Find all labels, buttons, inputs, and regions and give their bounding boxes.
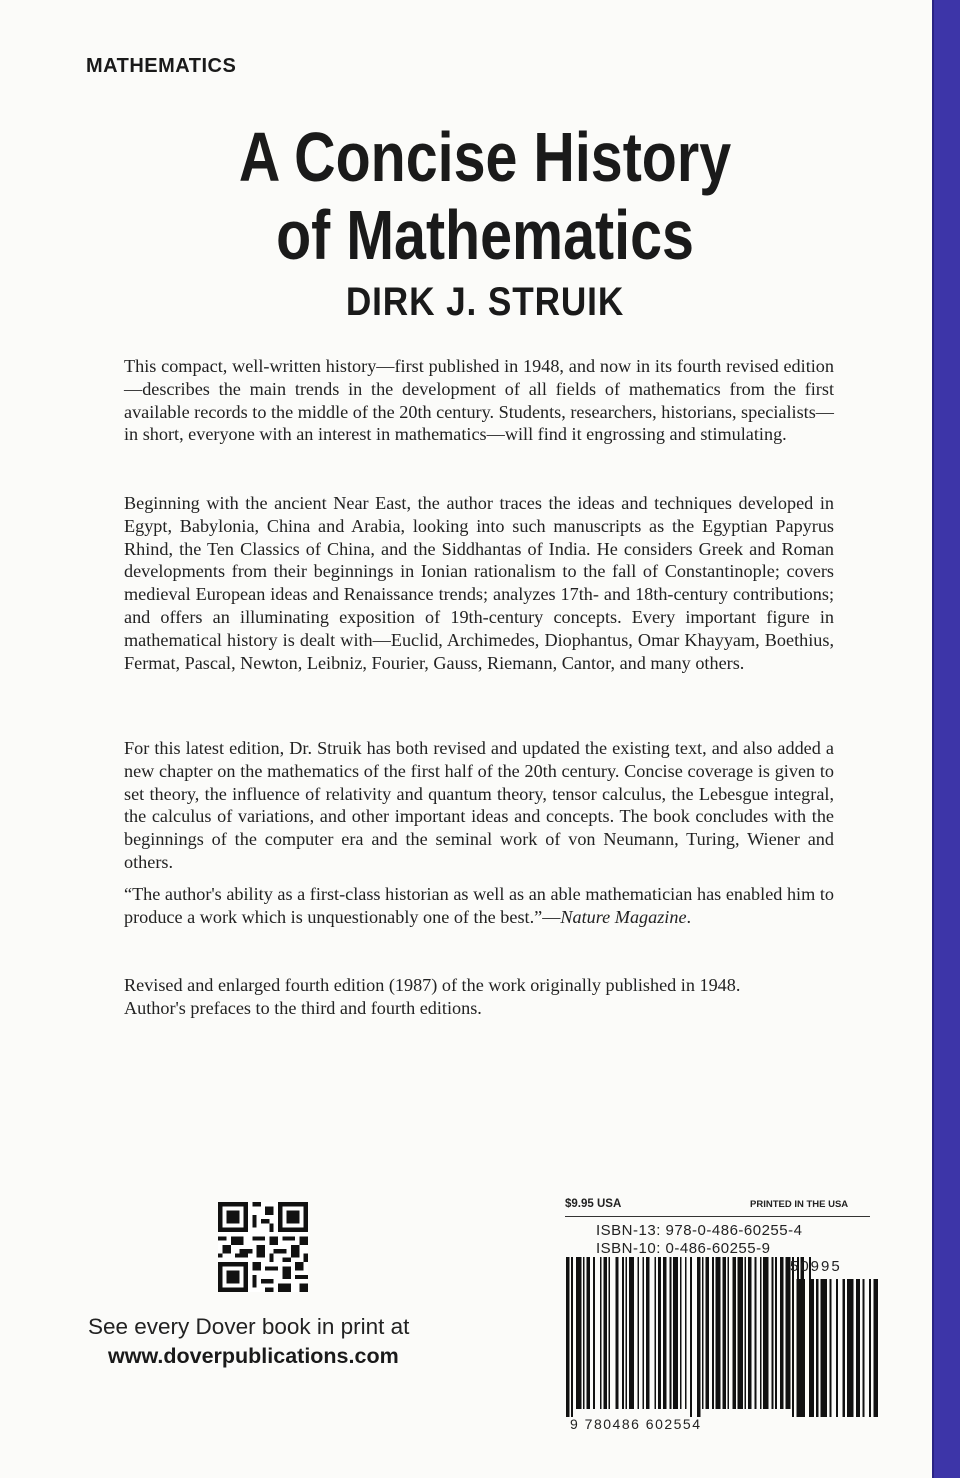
barcode-bar	[586, 1257, 589, 1409]
barcode-bar	[733, 1257, 736, 1409]
edition-note-line-1: Revised and enlarged fourth edition (1987) of the work originally published in 1948.	[124, 975, 741, 995]
barcode-bar	[571, 1257, 573, 1417]
barcode-addon-bar	[803, 1279, 805, 1417]
barcode-bar	[685, 1257, 687, 1409]
description-paragraph-1: This compact, well-written history—first published in 1948, and now in its fourth revised edition—describes the main trends in the development of all fields of mathematics from the first available records to the middle of the 20th century. Students, researchers, historians, specialists—in short, everyone with an interest in mathematics—will find it engrossing and stimulating.	[124, 356, 834, 445]
barcode-bar	[603, 1257, 606, 1409]
barcode-bar	[576, 1257, 581, 1409]
barcode-bar	[646, 1257, 649, 1409]
barcode-addon-bar	[856, 1279, 860, 1417]
book-title-line-1: A Concise History	[238, 118, 732, 196]
category-label: MATHEMATICS	[86, 55, 237, 77]
barcode-bar	[654, 1257, 656, 1409]
barcode-bar	[673, 1257, 678, 1409]
barcode-bar	[697, 1257, 700, 1417]
book-title-line-2: of Mathematics	[276, 196, 694, 274]
price-label: $9.95 USA	[565, 1198, 622, 1210]
qr-code-icon	[218, 1202, 308, 1292]
barcode-bar	[615, 1257, 618, 1409]
barcode-addon-bar	[792, 1279, 794, 1417]
edition-note	[124, 974, 834, 1020]
barcode-addon-bar	[829, 1279, 831, 1417]
review-quote-source: Nature Magazine	[560, 906, 687, 927]
barcode-bar	[745, 1257, 747, 1409]
barcode-bar	[728, 1257, 730, 1409]
barcode-bar	[600, 1257, 602, 1409]
barcode-bar	[643, 1257, 645, 1409]
barcode-bar	[702, 1257, 704, 1409]
barcode-bar	[629, 1257, 634, 1409]
barcode-bar	[690, 1257, 692, 1417]
barcode-bar	[705, 1257, 708, 1409]
barcode-bar	[775, 1257, 777, 1409]
barcode-addon-bar	[796, 1279, 800, 1417]
description-paragraph-2: Beginning with the ancient Near East, the author traces the ideas and techniques developed in Egypt, Babylonia, China and Arabia, looking into such manuscripts as the Egyptian Papyrus Rhind, the Ten Classics of China, and the Siddhantas of India. He considers Greek and Roman developments from their beginnings in Ionian rationalism to the fall of Constantinople; covers medieval European ideas and Renaissance trends; analyzes 17th- and 18th-century contributions; and offers an illuminating exposition of 19th-century concepts. Every important figure in mathematical history is dealt with—Euclid, Archimedes, Diophantus, Omar Khayyam, Boethius, Fermat, Pascal, Newton, Leibniz, Fourier, Gauss, Riemann, Cantor, and many others.	[124, 493, 834, 673]
barcode-bar	[738, 1257, 743, 1409]
isbn-10: ISBN-10: 0-486-60255-9	[596, 1240, 771, 1257]
barcode-bar	[712, 1257, 714, 1409]
author-name: DIRK J. STRUIK	[345, 280, 625, 324]
barcode-icon	[560, 1257, 880, 1437]
barcode-bar	[722, 1257, 725, 1409]
barcode-bar	[780, 1257, 783, 1409]
barcode-addon-bar	[810, 1279, 814, 1417]
barcode-bar	[593, 1257, 595, 1409]
review-quote-text: “The author's ability as a first-class historian as well as an able mathematician has enabled him to produce a work which is unquestionably one of the best.”—	[124, 884, 834, 927]
barcode-addon-bar	[869, 1279, 871, 1417]
barcode-bar	[772, 1257, 774, 1409]
barcode-bar	[763, 1257, 768, 1409]
barcode-addon-bar	[816, 1279, 818, 1417]
barcode-bar	[626, 1257, 628, 1409]
barcode-bar	[583, 1257, 585, 1409]
barcode-bar	[785, 1257, 790, 1409]
barcode-bar	[663, 1257, 666, 1409]
barcode-bar	[670, 1257, 672, 1409]
barcode-addon-bar	[821, 1279, 828, 1417]
barcode-bar	[748, 1257, 751, 1409]
barcode-bar	[755, 1257, 757, 1409]
barcode-bar	[637, 1257, 639, 1409]
spine-stripe	[932, 0, 960, 1478]
barcode-digits: 9 780486 602554	[570, 1416, 702, 1432]
barcode-addon-bar	[862, 1279, 864, 1417]
dover-website: www.doverpublications.com	[108, 1344, 399, 1368]
description-paragraph-3: For this latest edition, Dr. Struik has both revised and updated the existing text, and also added a new chapter on the mathematics of the first half of the 20th century. Concise coverage is given to set theory, the influence of relativity and quantum theory, tensor calculus, the Lebesgue integral, the calculus of variations, and other important ideas and concepts. The book concludes with the beginnings of the computer era and the seminal work of von Neumann, Turing, Wiener and others.	[124, 738, 834, 872]
barcode-addon-bar	[843, 1279, 845, 1417]
barcode-bar	[658, 1257, 661, 1409]
barcode-addon-bar	[873, 1279, 877, 1417]
barcode-bar	[566, 1257, 569, 1417]
barcode-addon-bar	[847, 1279, 854, 1417]
barcode-addon-bar	[836, 1279, 838, 1417]
review-quote: “The author's ability as a first-class historian as well as an able mathematician has enabled him to produce a work which is unquestionably one of the best.”—Nature Magazine.	[124, 884, 834, 927]
barcode-bar	[760, 1257, 762, 1409]
printed-in-label: PRINTED IN THE USA	[750, 1199, 849, 1210]
barcode-bar	[716, 1257, 721, 1409]
edition-note-line-2: Author's prefaces to the third and fourth editions.	[124, 997, 482, 1018]
barcode-bar	[680, 1257, 682, 1409]
barcode-bar	[622, 1257, 624, 1409]
isbn-13: ISBN-13: 978-0-486-60255-4	[596, 1222, 803, 1239]
barcode-price-code: 50995	[790, 1258, 842, 1275]
barcode-bar	[609, 1257, 611, 1409]
barcode-divider	[565, 1216, 870, 1217]
dover-catalog-text: See every Dover book in print at	[88, 1314, 410, 1339]
